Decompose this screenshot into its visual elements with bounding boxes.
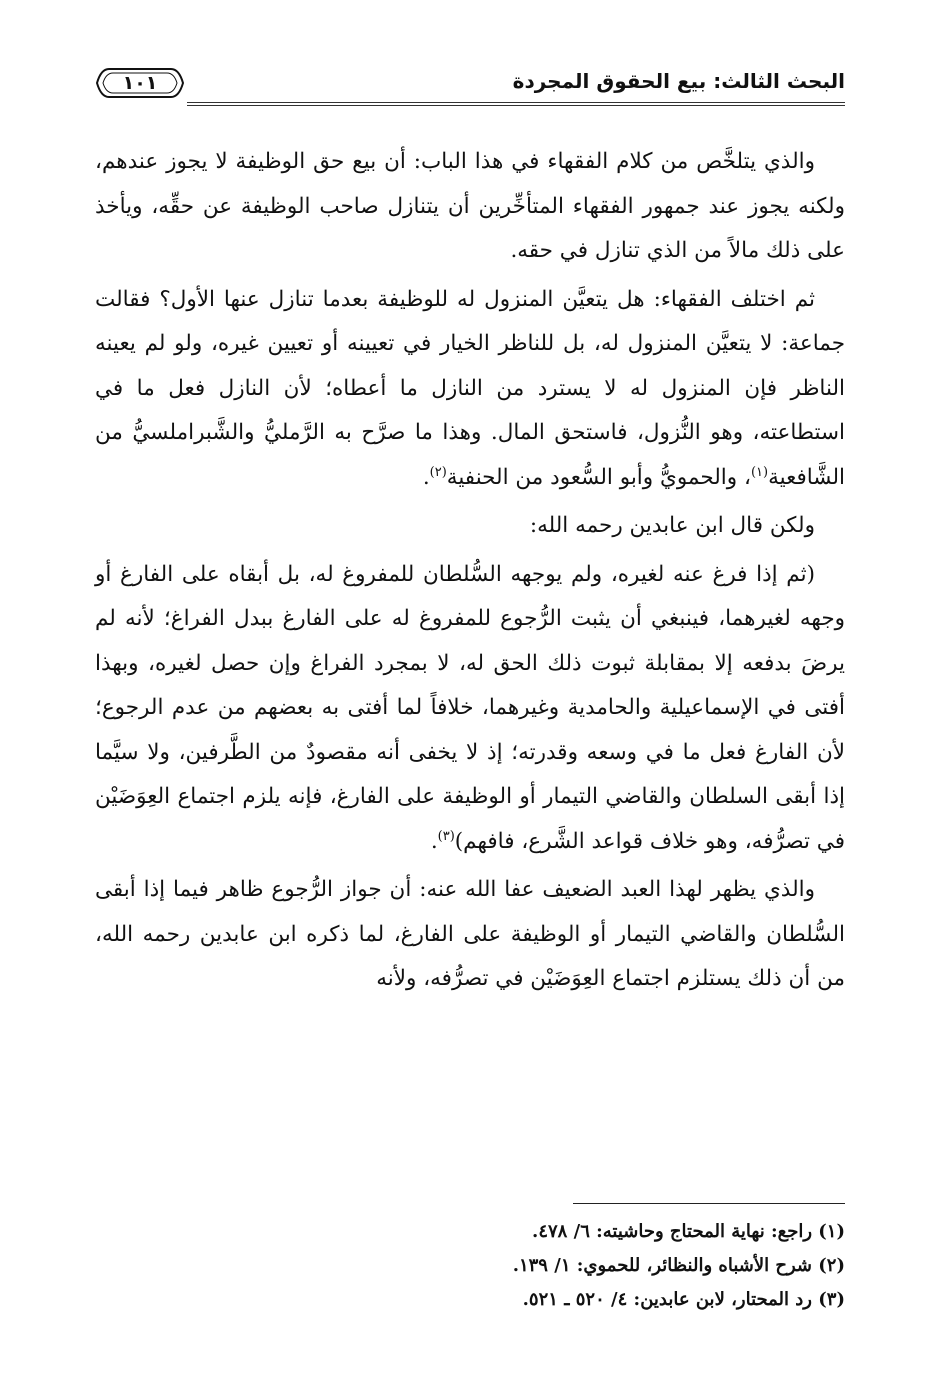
paragraph-text: ولكن قال ابن عابدين رحمه الله: (529, 513, 815, 538)
footnote-3: (٣) رد المحتار، لابن عابدين: ٤/ ٥٢٠ ـ ٥٢١. (522, 1289, 845, 1310)
paragraph-text: والذي يظهر لهذا العبد الضعيف عفا الله عنه: أن جواز الرُّجوع ظاهر فيما إذا أبقى السُّلطان والقاضي التيمار أو الوظيفة على الفارغ، لما ذكره ابن عابدين رحمه الله، من أن ذلك يستلزم اجتماع العِوَضَيْن في تصرُّفه، ولأنه (95, 877, 845, 991)
document-page (95, 55, 845, 1335)
footnote-marker-2[interactable]: (٢) (429, 464, 447, 480)
running-title: البحث الثالث: بيع الحقوق المجردة (512, 69, 845, 93)
paragraph-text: . (430, 828, 438, 854)
footnote-marker-1[interactable]: (١) (750, 464, 769, 480)
footnote-separator (573, 1203, 845, 1204)
main-text (95, 140, 845, 1006)
paragraph (95, 278, 845, 501)
quotation-paragraph (95, 553, 845, 865)
footnote-1: (١) راجع: نهاية المحتاج وحاشيته: ٦/ ٤٧٨. (532, 1221, 845, 1242)
paragraph-text: ، والحمويُّ وأبو السُّعود من الحنفية (446, 464, 751, 490)
page-number-frame (95, 65, 185, 101)
paragraph (95, 504, 845, 549)
paragraph-text: والذي يتلخَّص من كلام الفقهاء في هذا الباب: أن بيع حق الوظيفة لا يجوز عندهم، ولكنه يجوز عند جمهور الفقهاء المتأخِّرين أن يتنازل صاحب الوظيفة عن حقِّه، ويأخذ على ذلك مالاً من الذي تنازل في حقه. (95, 149, 845, 263)
paragraph-text: ثم اختلف الفقهاء: هل يتعيَّن المنزول له للوظيفة بعدما تنازل عنها الأول؟ فقالت جماعة: لا يتعيَّن المنزول له، بل للناظر الخيار في تعيينه أو تعيين غيره، ولو لم يعينه الناظر فإن المنزول له لا يسترد من النازل ما أعطاه؛ لأن النازل فعل ما في استطاعته، وهو النُّزول، فاستحق المال. وهذا ما صرَّح به الرَّمليُّ والشَّبراملسيُّ من الشَّافعية (95, 286, 845, 490)
page-header (95, 55, 845, 107)
paragraph-text: (ثم إذا فرغ عنه لغيره، ولم يوجهه السُّلطان للمفروغ له، بل أبقاه على الفارغ أو وجهه لغيرهما، فينبغي أن يثبت الرُّجوع للمفروغ له على الفارغ ببدل الفراغ؛ لأنه لم يرضَ بدفعه إلا بمقابلة ثبوت ذلك الحق له، لا بمجرد الفراغ وإن حصل لغيره، وبهذا أفتى في الإسماعيلية والحامدية وغيرهما، خلافاً لما أفتى به بعضهم من عدم الرجوع؛ لأن الفارغ فعل ما في وسعه وقدرته؛ إذ لا يخفى أنه مقصودٌ من الطَّرفين، ولا سيَّما إذا أبقى السلطان والقاضي التيمار أو الوظيفة على الفارغ، فإنه يلزم اجتماع العِوَضَيْن في تصرُّفه، وهو خلاف قواعد الشَّرع، فافهم) (95, 561, 845, 854)
header-rule (187, 102, 845, 106)
footnote-2: (٢) شرح الأشباه والنظائر، للحموي: ١/ ١٣٩. (512, 1255, 845, 1276)
paragraph-text: . (422, 464, 430, 490)
footnotes (95, 1215, 845, 1317)
page-number: ١٠١ (122, 72, 158, 94)
paragraph (95, 868, 845, 1002)
footnote-marker-3[interactable]: (٣) (437, 828, 455, 844)
paragraph (95, 140, 845, 274)
